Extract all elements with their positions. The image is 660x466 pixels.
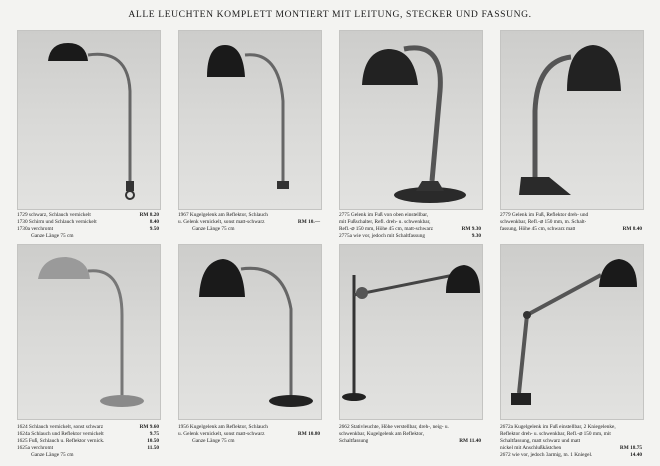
item-caption: 1729 schwarz, Schlauch vernickelt RM 8.20 1730 Schirm und Schlauch vernickelt 8.40 1730a verchromt 9.50 Ganze Länge 75 cm: [17, 212, 159, 239]
item-caption: 2779 Gelenk im Fuß, Reflektor dreh- und schwenkbar, Refl.-⌀ 150 mm, m. Schalt- fassung, Höhe 45 cm, schwarz matt RM 8.40: [500, 212, 642, 232]
item-caption: 1967 Kugelgelenk am Reflektor, Schlauch u. Gelenk vernickelt, sonst matt-schwarz RM 10.— Ganze Länge 75 cm: [178, 212, 320, 232]
item-caption: 2662 Stativleuchte, Höhe verstellbar, dreh-, neig- u. schwenkbar, Kugelgelenk am Reflektor, Schaltfassung RM 11.40: [339, 424, 481, 444]
item-caption: 2672a Kugelgelenk im Fuß einstellbar, 2 Kniegelenke, Reflektor dreh- u. schwenkbar, Refl.-⌀ 150 mm, mit Schaltfassung, matt schwarz und matt nickel mit Anschlußkästchen RM 18.75 2672 wie vor, jedoch 3armig, m. 1 Kniegel. 14.40: [500, 424, 642, 458]
lamp-photo: [500, 30, 644, 210]
lamp-photo: [17, 244, 161, 420]
item-caption: 1956 Kugelgelenk am Reflektor, Schlauch u. Gelenk vernickelt, sonst matt-schwarz RM 10.80 Ganze Länge 75 cm: [178, 424, 320, 444]
item-caption: 2775 Gelenk im Fuß von oben einstellbar, mit Fußschalter, Refl. dreh- u. schwenkbar, Refl.-⌀ 150 mm, Höhe 45 cm, matt-schwarz RM 9.30 2775a wie vor, jedoch mit Schaltfassung 9.30: [339, 212, 481, 239]
catalog-header: ALLE LEUCHTEN KOMPLETT MONTIERT MIT LEITUNG, STECKER UND FASSUNG.: [128, 9, 532, 20]
lamp-photo: [339, 30, 483, 210]
lamp-photo: [178, 244, 322, 420]
item-caption: 1624 Schlauch vernickelt, sonst schwarz RM 9.60 1624a Schlauch und Reflektor vernickelt 9.75 1625 Fuß, Schlauch u. Reflektor vernick. 10.50 1625a verchromt 11.50 Ganze Länge 75 cm: [17, 424, 159, 458]
lamp-photo: [339, 244, 483, 420]
lamp-photo: [178, 30, 322, 210]
lamp-photo: [500, 244, 644, 420]
lamp-photo: [17, 30, 161, 210]
